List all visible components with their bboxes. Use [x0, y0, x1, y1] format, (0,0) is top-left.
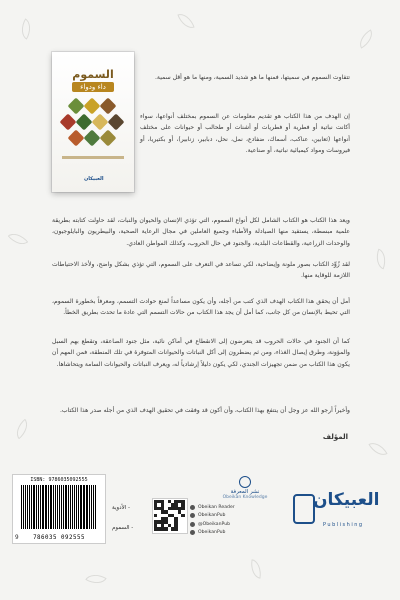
isbn-lead-digit: 9	[15, 534, 19, 541]
barcode-bar	[83, 485, 84, 529]
cover-title: السموم	[72, 68, 114, 81]
barcode-bar	[25, 485, 26, 529]
collage-tile	[76, 114, 93, 131]
qr-module	[181, 514, 184, 517]
leaf-decoration	[355, 29, 377, 48]
barcode-bar	[48, 485, 49, 529]
paragraph-3: ويعد هذا الكتاب هو الكتاب الشامل لكل أنواع السموم، التي تؤذي الإنسان والحيوان والنبات، لقد حاولت كتابته بطريقة علمية مبسطة، يستفيد منها الصيادلة والأطباء وجميع العاملين في مجال الرعاية الصحية، والبيطريون والبايلوجيون، والوحدات الزراعية، والقطاعات البلدية، والجنود في حال الحروب، وكذلك المواطن العادي.	[52, 217, 350, 247]
paragraph-1: تتفاوت السموم في سميتها، فمنها ما هو شديد السمية، ومنها ما هو أقل سمية.	[155, 74, 350, 81]
barcode-bar	[95, 485, 96, 529]
barcode-bar	[53, 485, 54, 529]
leaf-decoration	[249, 559, 264, 579]
barcode-bar	[36, 485, 37, 529]
barcode-bar	[21, 485, 22, 529]
barcode-bar	[89, 485, 90, 529]
barcode-bar	[50, 485, 52, 529]
barcode-bar	[72, 485, 73, 529]
barcode-bar	[74, 485, 75, 529]
paragraph-5: أمل أن يحقق هذا الكتاب الهدف الذي كتب من أجله، وأن يكون مساعداً لمنع حوادث التسمم، ومعرفاً بخطورة السموم، التي تحيط بالإنسان من كل جانب، كما أمل أن يجد هذا الكتاب من حالات التسمم التي عادة ما تحدث بطريق الخطأ.	[52, 298, 350, 317]
social-label: @ObeikanPub	[198, 521, 231, 527]
cover-publisher-logo: العبيكان	[84, 176, 104, 182]
isbn-digits: 786035 092555	[33, 535, 85, 541]
cover-author-line	[62, 156, 124, 159]
barcode-bar	[63, 485, 64, 529]
social-label: ObeikanPub	[198, 530, 226, 536]
barcode-bar	[86, 485, 88, 529]
collage-tile	[100, 98, 117, 115]
paragraph-4: لقد زُوِّد الكتاب بصور ملونة وإيضاحية، لكي تساعد في التعرف على السموم، التي تؤذي بشكل واضح، ولأخذ الاحتياطات اللازمة للوقاية منها.	[52, 261, 350, 280]
barcode-bar	[27, 485, 28, 529]
collage-tile	[68, 130, 85, 147]
qr-code	[152, 498, 188, 534]
social-item	[190, 520, 270, 529]
barcode-bar	[33, 485, 35, 529]
logo-mark-icon	[293, 494, 315, 524]
collage-tile	[68, 98, 85, 115]
social-label: Obeikan Reader	[198, 504, 235, 510]
barcode-bar	[80, 485, 81, 529]
collage-tile	[100, 130, 117, 147]
leaf-decoration	[16, 18, 35, 40]
leaf-decoration	[11, 419, 33, 440]
barcode-bars	[21, 485, 97, 529]
barcode-bar	[78, 485, 79, 529]
twitter-icon	[190, 522, 195, 527]
barcode-bar	[76, 485, 77, 529]
logo-arabic: العبيكان	[313, 490, 380, 510]
isbn-barcode	[12, 474, 106, 544]
barcode-bar	[84, 485, 85, 529]
barcode-bar	[38, 485, 39, 529]
book-cover-thumbnail	[52, 52, 134, 192]
social-item	[190, 529, 270, 538]
social-item	[190, 512, 270, 521]
cover-subtitle: داء ودواء	[72, 82, 114, 92]
qr-module	[174, 527, 177, 530]
barcode-bar	[59, 485, 60, 529]
knowledge-arabic: نشر المعرفة	[230, 489, 260, 495]
barcode-bar	[93, 485, 94, 529]
barcode-bar	[68, 485, 69, 529]
collage-tile	[84, 98, 101, 115]
barcode-bar	[42, 485, 43, 529]
barcode-bar	[31, 485, 32, 529]
paragraph-6: كما أن الجنود في حالات الحروب قد يتعرضون إلى الانقطاع في أماكن نائية، مثل جنود الصاعقة، وتقطع بهم السبل والمؤونة، وطرق إيصال الغذاء، ومن ثم يضطرون إلى أكل النباتات والحيوانات المتوفرة في تلك المنطقة، فمن المهم أن يكون هذا الكتاب من ضمن تجهيزات الجندي، لكي يكون دليلاً إرشادياً له، ويعرف النباتات والحيوانات السامة ويتحاشاها.	[52, 338, 350, 368]
social-label: ObeikanPub	[198, 513, 226, 519]
collage-tile	[108, 114, 125, 131]
youtube-icon	[190, 530, 195, 535]
leaf-decoration	[8, 228, 29, 250]
facebook-icon	[190, 513, 195, 518]
barcode-bar	[45, 485, 46, 529]
qr-module	[181, 507, 184, 510]
reader-icon	[190, 505, 195, 510]
knowledge-english: Obeikan Knowledge	[222, 495, 268, 500]
social-item	[190, 503, 270, 512]
logo-english: Publishing	[323, 522, 364, 528]
cover-photo-collage	[62, 98, 124, 152]
leaf-decoration	[85, 569, 107, 588]
collage-tile	[92, 114, 109, 131]
barcode-bar	[91, 485, 92, 529]
collage-tile	[60, 114, 77, 131]
obeikan-knowledge-badge	[215, 476, 275, 500]
barcode-bar	[23, 485, 24, 529]
leaf-decoration	[368, 438, 387, 460]
barcode-bar	[55, 485, 56, 529]
knowledge-icon	[239, 476, 251, 488]
barcode-bar	[57, 485, 58, 529]
publisher-logo	[293, 488, 381, 546]
author-signature: المؤلف	[322, 433, 348, 441]
qr-module	[164, 527, 167, 530]
leaf-decoration	[177, 10, 194, 31]
barcode-bar	[65, 485, 67, 529]
barcode-bar	[70, 485, 71, 529]
paragraph-2: إن الهدف من هذا الكتاب هو تقديم معلومات عن السموم بمختلف أنواعها، سواء أكانت نباتية أو فطرية أو فطريات أو أشنات أو طحالب أو حيوانات على مختلف أنواعها (ثعابين، عناكب، أسماك، ضفادع، نمل، نحل، دبابير، زنابير)، أو بكتيريا، أو فيروسات ومواد كيميائية نباتية، أو صناعية.	[140, 113, 350, 154]
isbn-label: ISBN: 9786035092555	[30, 477, 88, 483]
paragraph-7: وأخيراً أرجو الله عز وجل أن ينتفع بهذا الكتاب، وأن أكون قد وفقت في تحقيق الهدف الذي من أجله صدر هذا الكتاب.	[60, 407, 350, 414]
barcode-bar	[61, 485, 62, 529]
barcode-bar	[46, 485, 47, 529]
collage-tile	[84, 130, 101, 147]
barcode-bar	[40, 485, 41, 529]
category-medicines: - الأدوية	[112, 505, 130, 511]
leaf-decoration	[372, 248, 389, 269]
qr-module	[154, 514, 157, 517]
category-poisons: - السموم	[112, 525, 134, 531]
barcode-bar	[29, 485, 30, 529]
social-links	[190, 503, 270, 537]
